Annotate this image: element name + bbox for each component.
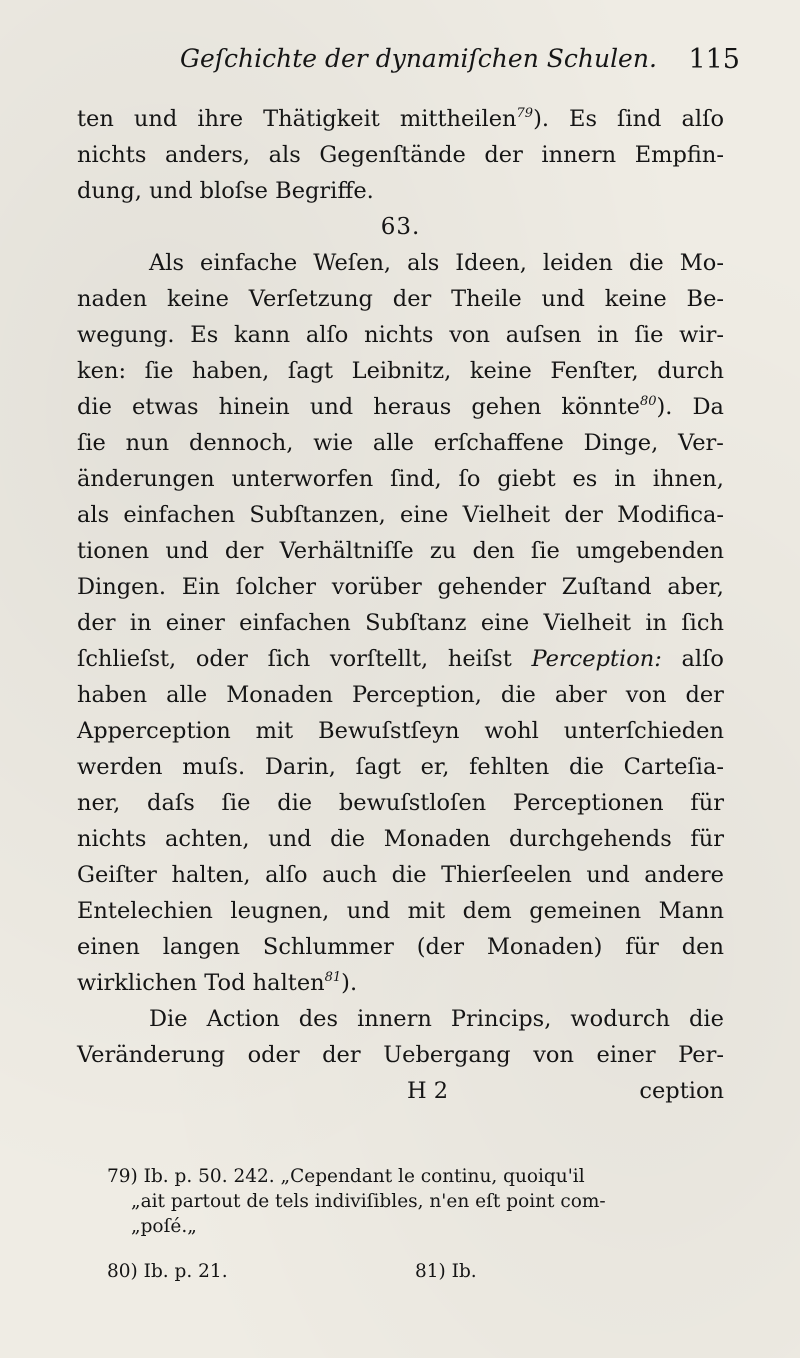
word: als bbox=[268, 142, 301, 168]
word: anders, bbox=[164, 142, 251, 168]
footnote-79-line-2 bbox=[107, 1190, 725, 1215]
word: Tod bbox=[204, 970, 246, 996]
footnote-81: 81) Ib. bbox=[415, 1261, 477, 1282]
word: dennoch, bbox=[188, 430, 294, 456]
section-number: 63. bbox=[380, 214, 421, 240]
footnote-ref: 81 bbox=[324, 970, 342, 985]
footnotes-80-81 bbox=[107, 1260, 725, 1300]
word: ſolcher bbox=[235, 574, 316, 600]
word: der bbox=[77, 610, 116, 636]
paragraph-section-63 bbox=[77, 245, 724, 1073]
word: ihnen, bbox=[652, 466, 724, 492]
word: die bbox=[569, 754, 604, 780]
word: in bbox=[614, 466, 636, 492]
word: erſchaffene bbox=[433, 430, 564, 456]
word: ). bbox=[656, 394, 673, 420]
footnote-ref: 79 bbox=[516, 106, 534, 121]
word: unterſchieden bbox=[563, 718, 724, 744]
word: halten$^{81}$). bbox=[252, 970, 358, 996]
word: in bbox=[129, 610, 152, 636]
word: Schlummer bbox=[262, 934, 394, 960]
word: in bbox=[597, 322, 619, 348]
word: andere bbox=[644, 862, 724, 888]
footnote-text: 79) Ib. p. 50. 242. „Cependant le continu, quoiqu'il bbox=[107, 1166, 585, 1187]
word: auſsen bbox=[505, 322, 582, 348]
word: langen bbox=[162, 934, 241, 960]
word: von bbox=[533, 1042, 574, 1068]
word: ). bbox=[533, 106, 549, 132]
word: einen bbox=[77, 934, 140, 960]
word: einer bbox=[165, 610, 225, 636]
word: die bbox=[77, 394, 112, 420]
word: Action bbox=[206, 1006, 280, 1032]
word: Begriffe. bbox=[275, 178, 374, 204]
word: Be- bbox=[686, 286, 724, 312]
word: Mann bbox=[658, 898, 724, 924]
word: alſo bbox=[305, 322, 349, 348]
word: als bbox=[77, 502, 110, 528]
word: oder bbox=[247, 1042, 300, 1068]
word: der bbox=[322, 1042, 361, 1068]
word: eine bbox=[480, 610, 530, 636]
word: der bbox=[484, 142, 523, 168]
word: Thierſeelen bbox=[441, 862, 572, 888]
word: einfachen bbox=[123, 502, 236, 528]
word: Weſen, bbox=[313, 250, 392, 276]
word: und bbox=[346, 898, 391, 924]
word: gehender bbox=[437, 574, 546, 600]
word: ſie bbox=[77, 430, 106, 456]
word: etwas bbox=[131, 394, 199, 420]
word: keine bbox=[604, 286, 667, 312]
word: ſagt bbox=[287, 358, 334, 384]
running-title: Geſchichte der dynamiſchen Schulen. bbox=[180, 44, 657, 73]
page-number: 115 bbox=[688, 44, 740, 75]
word: Die bbox=[149, 1006, 188, 1032]
word: und bbox=[133, 106, 178, 132]
word: nichts bbox=[77, 826, 147, 852]
footnote-text: „poſé.„ bbox=[131, 1216, 197, 1237]
word: giebt bbox=[497, 466, 556, 492]
word: wegung. bbox=[77, 322, 175, 348]
word: für bbox=[625, 934, 659, 960]
word: ). bbox=[341, 970, 358, 996]
word: wodurch bbox=[570, 1006, 670, 1032]
word: Monaden) bbox=[486, 934, 603, 960]
word: die bbox=[391, 862, 427, 888]
text-line bbox=[77, 821, 724, 857]
word: einfachen bbox=[239, 610, 351, 636]
word: Mo- bbox=[679, 250, 724, 276]
footnote-79-line-3 bbox=[107, 1215, 725, 1240]
word: Dinge, bbox=[583, 430, 659, 456]
word: eine bbox=[399, 502, 449, 528]
word: Leibnitz, bbox=[351, 358, 452, 384]
word: keine bbox=[166, 286, 229, 312]
text-line bbox=[77, 461, 724, 497]
word: Carteſia- bbox=[623, 754, 724, 780]
text-line bbox=[77, 1037, 724, 1073]
word: kann bbox=[234, 322, 291, 348]
word: ſie bbox=[144, 358, 174, 384]
text-line bbox=[77, 929, 724, 965]
word: als bbox=[407, 250, 440, 276]
text-line bbox=[77, 389, 724, 425]
word: Apperception bbox=[77, 718, 231, 744]
text-line bbox=[77, 857, 724, 893]
word: und bbox=[586, 862, 630, 888]
emphasis: Perception: bbox=[531, 646, 662, 672]
word: werden bbox=[77, 754, 163, 780]
word: Verhältniſſe bbox=[279, 538, 414, 564]
word: Verſetzung bbox=[248, 286, 373, 312]
body-text bbox=[77, 101, 724, 1109]
word: Vielheit bbox=[543, 610, 632, 636]
word: alſo bbox=[265, 862, 308, 888]
word: von bbox=[449, 322, 490, 348]
word: innern bbox=[541, 142, 617, 168]
word: ſind, bbox=[390, 466, 442, 492]
word: Uebergang bbox=[383, 1042, 511, 1068]
word: Bewuſstſeyn bbox=[318, 718, 460, 744]
word: nun bbox=[125, 430, 170, 456]
word: vorſtellt, bbox=[329, 646, 429, 672]
text-line bbox=[77, 713, 724, 749]
text-line bbox=[77, 425, 724, 461]
word: Zuſtand bbox=[561, 574, 652, 600]
word: ſie bbox=[634, 322, 664, 348]
word: Fenſter, bbox=[550, 358, 639, 384]
word: oder bbox=[195, 646, 248, 672]
word: naden bbox=[77, 286, 148, 312]
text-line bbox=[77, 173, 724, 209]
word: die bbox=[330, 826, 366, 852]
word: Modifica- bbox=[617, 502, 724, 528]
word: ſie bbox=[221, 790, 251, 816]
signature-mark: H 2 bbox=[407, 1078, 449, 1104]
text-line bbox=[77, 281, 724, 317]
word: Entelechien bbox=[77, 898, 213, 924]
word: Veränderung bbox=[77, 1042, 226, 1068]
word: den bbox=[472, 538, 515, 564]
word: dung, bbox=[77, 178, 142, 204]
word: muſs. bbox=[182, 754, 246, 780]
word: hinein bbox=[218, 394, 290, 420]
word: durchgehends bbox=[509, 826, 672, 852]
word: ner, bbox=[77, 790, 121, 816]
word: Perception, bbox=[351, 682, 482, 708]
footnote-ref: 80 bbox=[639, 394, 657, 409]
word: (der bbox=[416, 934, 464, 960]
footnote-text: „ait partout de tels indiviſibles, n'en eſt point com- bbox=[131, 1191, 606, 1212]
word: vorüber bbox=[331, 574, 422, 600]
word: ſie bbox=[530, 538, 560, 564]
word: ten bbox=[77, 106, 114, 132]
text-line bbox=[77, 101, 724, 137]
word: Ein bbox=[181, 574, 220, 600]
word: für bbox=[690, 790, 724, 816]
word: wirklichen bbox=[77, 970, 198, 996]
word: Empfin- bbox=[634, 142, 724, 168]
text-line bbox=[77, 1001, 724, 1037]
word: Es bbox=[569, 106, 598, 132]
text-line bbox=[77, 893, 724, 929]
word: unterworfen bbox=[231, 466, 374, 492]
word: Es bbox=[190, 322, 219, 348]
word: ſich bbox=[681, 610, 724, 636]
text-line bbox=[77, 605, 724, 641]
word: mit bbox=[407, 898, 446, 924]
word: Vielheit bbox=[462, 502, 551, 528]
word: und bbox=[541, 286, 585, 312]
word: Princips, bbox=[450, 1006, 552, 1032]
text-line bbox=[77, 533, 724, 569]
text-line bbox=[77, 749, 724, 785]
word: heiſst bbox=[447, 646, 512, 672]
word: alle bbox=[166, 682, 208, 708]
word: Thätigkeit bbox=[263, 106, 380, 132]
word: nichts bbox=[364, 322, 434, 348]
word: für bbox=[690, 826, 724, 852]
word: ſich bbox=[267, 646, 311, 672]
word: daſs bbox=[147, 790, 195, 816]
text-line bbox=[77, 785, 724, 821]
word: haben bbox=[77, 682, 148, 708]
word: aber bbox=[554, 682, 607, 708]
word: alle bbox=[372, 430, 414, 456]
word: heraus bbox=[373, 394, 452, 420]
word: ſind bbox=[617, 106, 662, 132]
word: er, bbox=[420, 754, 450, 780]
word: durch bbox=[657, 358, 724, 384]
text-line bbox=[77, 965, 724, 1001]
word: die bbox=[689, 1006, 724, 1032]
word: einer bbox=[596, 1042, 656, 1068]
word: dem bbox=[462, 898, 512, 924]
word: wir- bbox=[679, 322, 724, 348]
word: Ideen, bbox=[455, 250, 527, 276]
word: bloſse bbox=[199, 178, 268, 204]
catchword: ception bbox=[639, 1078, 724, 1104]
word: Per- bbox=[678, 1042, 724, 1068]
word: aber, bbox=[667, 574, 724, 600]
word: von bbox=[625, 682, 667, 708]
word: haben, bbox=[192, 358, 270, 384]
word: Dingen. bbox=[77, 574, 167, 600]
word: wie bbox=[313, 430, 354, 456]
paragraph-continuation bbox=[77, 101, 724, 209]
word: innern bbox=[357, 1006, 432, 1032]
word: die bbox=[500, 682, 536, 708]
word: Subſtanz bbox=[365, 610, 467, 636]
word: der bbox=[564, 502, 603, 528]
word: den bbox=[681, 934, 724, 960]
word: nichts bbox=[77, 142, 147, 168]
word: Ver- bbox=[678, 430, 724, 456]
word: und bbox=[309, 394, 354, 420]
word: gehen bbox=[471, 394, 542, 420]
word: Theile bbox=[451, 286, 522, 312]
word: bewuſstloſen bbox=[338, 790, 487, 816]
word: Subſtanzen, bbox=[249, 502, 386, 528]
word: in bbox=[645, 610, 668, 636]
word: Monaden bbox=[383, 826, 491, 852]
word: der bbox=[224, 538, 264, 564]
word: einfache bbox=[200, 250, 298, 276]
text-line bbox=[77, 641, 724, 677]
word: und bbox=[149, 178, 193, 204]
word: Perceptionen bbox=[512, 790, 664, 816]
text-line bbox=[77, 497, 724, 533]
word: tionen bbox=[77, 538, 150, 564]
text-line bbox=[77, 317, 724, 353]
word: Geiſter bbox=[77, 862, 157, 888]
word: mittheilen$^{79}$). bbox=[399, 106, 549, 132]
word: leiden bbox=[542, 250, 613, 276]
word: und bbox=[268, 826, 312, 852]
word: Gegenſtände bbox=[319, 142, 466, 168]
word: auch bbox=[322, 862, 378, 888]
word: es bbox=[572, 466, 598, 492]
word: könnte$^{80}$). bbox=[561, 394, 673, 420]
word: die bbox=[277, 790, 313, 816]
footnotes bbox=[107, 1165, 725, 1300]
word: die bbox=[628, 250, 664, 276]
word: ihre bbox=[197, 106, 244, 132]
word: alſo bbox=[681, 106, 724, 132]
word: Monaden bbox=[226, 682, 333, 708]
word: keine bbox=[469, 358, 532, 384]
word: des bbox=[298, 1006, 339, 1032]
word: wohl bbox=[484, 718, 539, 744]
word: leugnen, bbox=[230, 898, 330, 924]
word: der bbox=[685, 682, 724, 708]
text-line bbox=[77, 677, 724, 713]
word: änderungen bbox=[77, 466, 215, 492]
word: ſagt bbox=[355, 754, 401, 780]
word: Als bbox=[149, 250, 184, 276]
text-line bbox=[77, 245, 724, 281]
word: ken: bbox=[77, 358, 127, 384]
word: Darin, bbox=[264, 754, 336, 780]
text-line bbox=[77, 137, 724, 173]
word: mit bbox=[255, 718, 294, 744]
word: zu bbox=[429, 538, 457, 564]
word: ſo bbox=[458, 466, 481, 492]
word: gemeinen bbox=[529, 898, 642, 924]
word: umgebenden bbox=[575, 538, 724, 564]
running-header bbox=[180, 44, 740, 84]
word: ſchlieſst, bbox=[77, 646, 177, 672]
page-foot-line bbox=[77, 1073, 724, 1109]
word: der bbox=[392, 286, 432, 312]
word: halten, bbox=[171, 862, 251, 888]
footnote-80: 80) Ib. p. 21. bbox=[107, 1261, 228, 1282]
word: achten, bbox=[165, 826, 250, 852]
footnote-79-line-1 bbox=[107, 1165, 725, 1190]
word: und bbox=[165, 538, 209, 564]
word: alſo bbox=[681, 646, 724, 672]
word: Da bbox=[692, 394, 724, 420]
text-line bbox=[77, 353, 724, 389]
text-line bbox=[77, 569, 724, 605]
word: fehlten bbox=[469, 754, 550, 780]
